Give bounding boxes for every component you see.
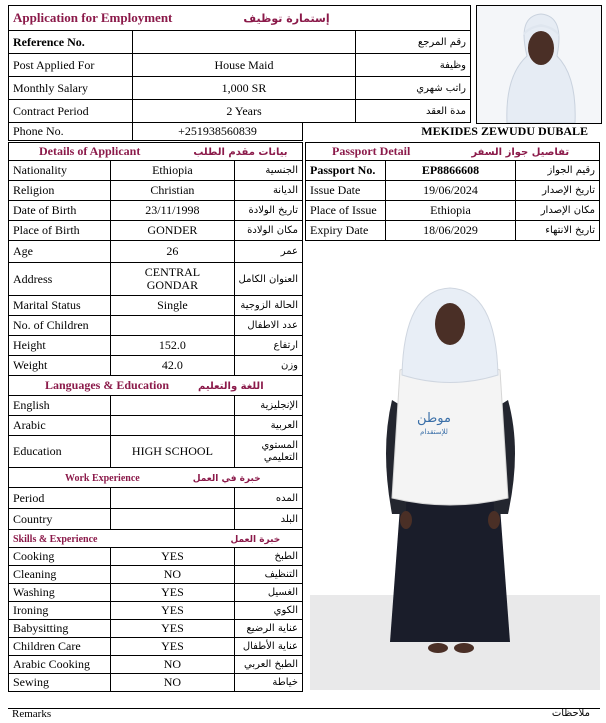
field-label-ar: الإنجليزية (234, 396, 302, 416)
field-value (111, 488, 234, 509)
skill-row (9, 656, 303, 674)
field-label: Place of Birth (9, 221, 111, 241)
post-value: House Maid (133, 54, 356, 77)
field-label: Address (9, 263, 111, 296)
field-value (111, 396, 234, 416)
field-label-ar: عمر (234, 241, 302, 263)
field-label: Place of Issue (306, 201, 386, 221)
skills-section-title: Skills & Experience (13, 534, 98, 545)
experience-section-title: Work Experience (65, 473, 140, 484)
applicant-name: MEKIDES ZEWUDU DUBALE (421, 124, 588, 138)
field-value: 42.0 (111, 356, 234, 376)
experience-section-title-ar: خبرة في العمل (192, 474, 261, 484)
skill-label: Cooking (9, 548, 111, 566)
field-value: HIGH SCHOOL (111, 436, 234, 468)
education-row (9, 436, 303, 468)
application-title: Application for Employment (13, 10, 173, 25)
shirt-logo-text: موطن (417, 411, 451, 426)
nationality-row (9, 161, 303, 181)
field-label: Country (9, 509, 111, 530)
post-label: Post Applied For (9, 54, 133, 77)
skill-row (9, 602, 303, 620)
field-value: 26 (111, 241, 234, 263)
skill-label-ar: الغسيل (234, 584, 302, 602)
field-value: Ethiopia (386, 201, 516, 221)
phone-value: +251938560839 (133, 123, 303, 141)
applicant-section-title: Details of Applicant (39, 144, 141, 158)
field-label: Expiry Date (306, 221, 386, 241)
field-label: Arabic (9, 416, 111, 436)
skill-label: Washing (9, 584, 111, 602)
field-label-ar: ارتفاع (234, 336, 302, 356)
reference-label: Reference No. (9, 31, 133, 54)
children-row (9, 316, 303, 336)
reference-value (133, 31, 356, 54)
skill-value: YES (111, 584, 234, 602)
full-body-image (310, 250, 600, 690)
field-label: Age (9, 241, 111, 263)
remarks-label: Remarks (12, 708, 52, 720)
application-title-ar: إستمارة توظيف (243, 12, 330, 25)
issue-date-row (306, 181, 600, 201)
weight-row (9, 356, 303, 376)
field-label-ar: البلد (234, 509, 302, 530)
skill-label: Sewing (9, 674, 111, 692)
field-label-ar: وزن (234, 356, 302, 376)
applicant-section-title-ar: بيانات مقدم الطلب (193, 147, 288, 158)
expiry-date-row (306, 221, 600, 241)
header-table (8, 5, 471, 123)
skill-value: NO (111, 674, 234, 692)
skill-row (9, 584, 303, 602)
field-label-ar: العنوان الكامل (234, 263, 302, 296)
field-label: Religion (9, 181, 111, 201)
skill-row (9, 566, 303, 584)
field-value: GONDER (111, 221, 234, 241)
salary-label-ar: راتب شهري (356, 77, 471, 100)
field-label-ar: المده (234, 488, 302, 509)
field-label-ar: الجنسية (234, 161, 302, 181)
salary-value: 1,000 SR (133, 77, 356, 100)
skill-label: Ironing (9, 602, 111, 620)
field-label: Nationality (9, 161, 111, 181)
field-label-ar: الديانة (234, 181, 302, 201)
skill-row (9, 638, 303, 656)
field-value (111, 416, 234, 436)
field-value: 152.0 (111, 336, 234, 356)
field-label: Date of Birth (9, 201, 111, 221)
skill-label-ar: خياطة (234, 674, 302, 692)
skill-value: YES (111, 620, 234, 638)
skill-label-ar: الكوي (234, 602, 302, 620)
skill-label-ar: التنظيف (234, 566, 302, 584)
field-label: Weight (9, 356, 111, 376)
field-label: No. of Children (9, 316, 111, 336)
field-label-ar: تاريخ الإصدار (516, 181, 600, 201)
skill-row (9, 620, 303, 638)
skill-value: YES (111, 638, 234, 656)
remarks-label-ar: ملاحظات (551, 708, 590, 719)
post-row (9, 54, 471, 77)
field-label-ar: تاريخ الانتهاء (516, 221, 600, 241)
period-row (9, 488, 303, 509)
field-label-ar: المستوي التعليمي (234, 436, 302, 468)
reference-label-ar: رقم المرجع (356, 31, 471, 54)
english-row (9, 396, 303, 416)
dob-row (9, 201, 303, 221)
salary-label: Monthly Salary (9, 77, 133, 100)
portrait-image (477, 6, 601, 123)
full-body-photo (310, 250, 600, 690)
arabic-row (9, 416, 303, 436)
phone-label: Phone No. (9, 123, 133, 141)
skill-value: YES (111, 548, 234, 566)
skill-label: Babysitting (9, 620, 111, 638)
religion-row (9, 181, 303, 201)
field-label-ar: العربية (234, 416, 302, 436)
field-label: English (9, 396, 111, 416)
skill-value: NO (111, 656, 234, 674)
field-label: Period (9, 488, 111, 509)
field-value: Ethiopia (111, 161, 234, 181)
height-row (9, 336, 303, 356)
field-value: Single (111, 296, 234, 316)
skill-row (9, 548, 303, 566)
post-label-ar: وظيفة (356, 54, 471, 77)
passport-section-title: Passport Detail (332, 144, 411, 158)
country-row (9, 509, 303, 530)
marital-row (9, 296, 303, 316)
contract-row (9, 100, 471, 123)
languages-section-title: Languages & Education (45, 378, 170, 392)
field-value (111, 509, 234, 530)
field-label: Education (9, 436, 111, 468)
skill-label: Cleaning (9, 566, 111, 584)
passport-no-row (306, 161, 600, 181)
field-label-ar: مكان الولادة (234, 221, 302, 241)
applicant-portrait (476, 5, 602, 124)
phone-table (8, 122, 303, 141)
skill-label: Arabic Cooking (9, 656, 111, 674)
field-value: CENTRAL GONDAR (111, 263, 234, 296)
passport-section-title-ar: تفاصيل جواز السفر (471, 147, 570, 158)
field-label-ar: رقيم الجواز (516, 161, 600, 181)
field-label-ar: عدد الاطفال (234, 316, 302, 336)
address-row (9, 263, 303, 296)
field-label: Marital Status (9, 296, 111, 316)
field-label: Height (9, 336, 111, 356)
field-value: 18/06/2029 (386, 221, 516, 241)
field-value: Christian (111, 181, 234, 201)
place-of-issue-row (306, 201, 600, 221)
field-label-ar: تاريخ الولادة (234, 201, 302, 221)
salary-row (9, 77, 471, 100)
skill-label: Children Care (9, 638, 111, 656)
skill-label-ar: عناية الرضيع (234, 620, 302, 638)
shirt-logo-subtext: للإستقدام (420, 428, 448, 436)
remarks-row (8, 708, 600, 723)
contract-value: 2 Years (133, 100, 356, 123)
skill-label-ar: الطبخ العربي (234, 656, 302, 674)
contract-label-ar: مدة العقد (356, 100, 471, 123)
field-label-ar: الحالة الزوجية (234, 296, 302, 316)
age-row (9, 241, 303, 263)
languages-section-title-ar: اللغة والتعليم (198, 381, 264, 392)
skills-section-title-ar: خبرة العمل (230, 535, 281, 545)
skill-row (9, 674, 303, 692)
passport-table (305, 142, 600, 241)
field-label: Issue Date (306, 181, 386, 201)
pob-row (9, 221, 303, 241)
field-value: 19/06/2024 (386, 181, 516, 201)
field-value (111, 316, 234, 336)
passport-number: EP8866608 (386, 161, 516, 181)
applicant-details-table (8, 142, 303, 692)
skill-value: YES (111, 602, 234, 620)
skill-label-ar: عناية الأطفال (234, 638, 302, 656)
contract-label: Contract Period (9, 100, 133, 123)
field-label: Passport No. (306, 161, 386, 181)
skill-label-ar: الطبخ (234, 548, 302, 566)
reference-row (9, 31, 471, 54)
skill-value: NO (111, 566, 234, 584)
field-value: 23/11/1998 (111, 201, 234, 221)
field-label-ar: مكان الإصدار (516, 201, 600, 221)
